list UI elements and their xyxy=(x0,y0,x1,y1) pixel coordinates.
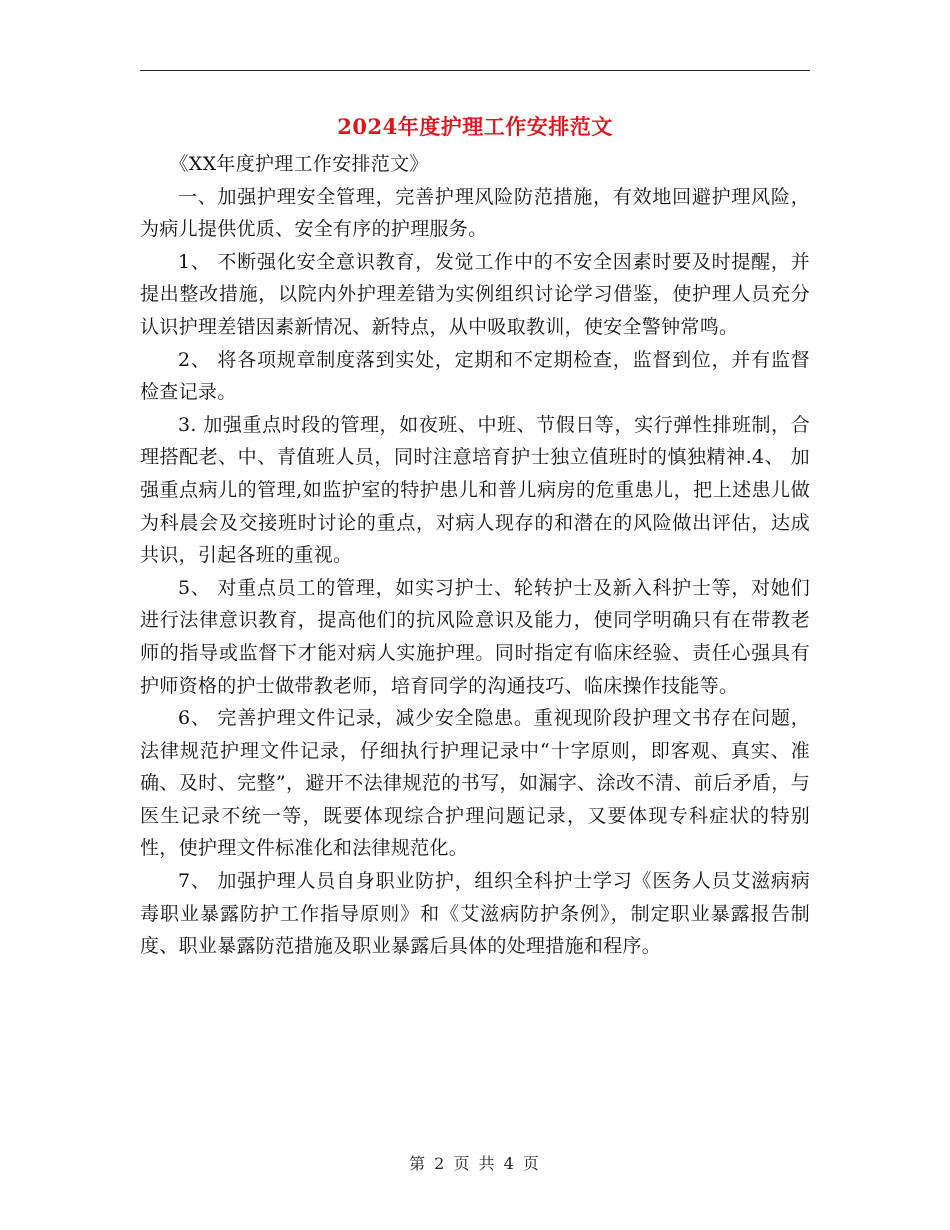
section-heading-paragraph: 一、加强护理安全管理，完善护理风险防范措施，有效地回避护理风险，为病儿提供优质、安全有序的护理服务。 xyxy=(140,185,810,241)
item-7-paragraph: 7、 加强护理人员自身职业防护，组织全科护士学习《医务人员艾滋病病毒职业暴露防护工作指导原则》和《艾滋病防护条例》，制定职业暴露报告制度、职业暴露防范措施及职业暴露后具体的处理措施和程序。 xyxy=(140,870,810,958)
item-2-paragraph: 2、 将各项规章制度落到实处，定期和不定期检查，监督到位，并有监督检查记录。 xyxy=(140,348,810,404)
item-1-paragraph: 1、 不断强化安全意识教育，发觉工作中的不安全因素时要及时提醒，并提出整改措施，以院内外护理差错为实例组织讨论学习借鉴，使护理人员充分认识护理差错因素新情况、新特点，从中吸取教训，使安全警钟常鸣。 xyxy=(140,250,810,338)
document-body xyxy=(140,148,810,963)
item-6-paragraph: 6、 完善护理文件记录，减少安全隐患。重视现阶段护理文书存在问题，法律规范护理文件记录，仔细执行护理记录中“十字原则，即客观、真实、准确、及时、完整”，避开不法律规范的书写，如漏字、涂改不清、前后矛盾，与医生记录不统一等，既要体现综合护理问题记录，又要体现专科症状的特别性，使护理文件标准化和法律规范化。 xyxy=(140,707,810,860)
header-rule xyxy=(140,70,810,71)
item-5-paragraph: 5、 对重点员工的管理，如实习护士、轮转护士及新入科护士等，对她们进行法律意识教育，提高他们的抗风险意识及能力，使同学明确只有在带教老师的指导或监督下才能对病人实施护理。同时指定有临床经验、责任心强具有护师资格的护士做带教老师，培育同学的沟通技巧、临床操作技能等。 xyxy=(140,576,810,697)
item-3-4-paragraph: 3. 加强重点时段的管理，如夜班、中班、节假日等，实行弹性排班制，合理搭配老、中、青值班人员，同时注意培育护士独立值班时的慎独精神.4、 加强重点病儿的管理,如监护室的特护患儿和普儿病房的危重患儿，把上述患儿做为科晨会及交接班时讨论的重点，对病人现存的和潜在的风险做出评估，达成共识，引起各班的重视。 xyxy=(140,413,810,567)
document-title: 2024年度护理工作安排范文 xyxy=(337,114,613,139)
subtitle-paragraph: 《XX年度护理工作安排范文》 xyxy=(169,153,429,175)
page-number-footer: 第 2 页 共 4 页 xyxy=(409,1154,541,1173)
